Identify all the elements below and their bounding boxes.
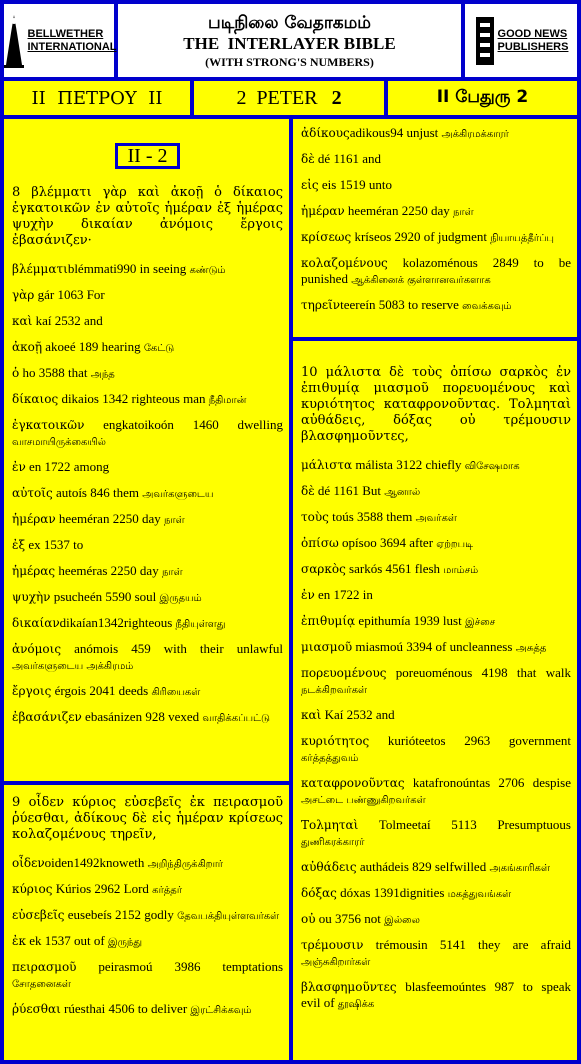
- greek-word: κρίσεως: [301, 230, 352, 244]
- tamil-gloss: அசட்டை பண்ணுகிறவர்கள்: [301, 795, 426, 806]
- word-entry: [301, 979, 571, 1013]
- transliteration-gloss: Tolmeetaí 5113 Presumptuous: [358, 817, 571, 832]
- greek-word: ἀνόμοις: [12, 642, 62, 656]
- tamil-gloss: இருதயம்: [159, 593, 202, 604]
- greek-word: ἐκ: [12, 934, 26, 948]
- verse9-entries: [12, 855, 283, 1019]
- greek-word: ἡμέρας: [12, 564, 56, 578]
- tamil-gloss: அஞ்சுகிறார்கள்: [301, 957, 371, 968]
- tamil-gloss: நியாயத்தீர்ப்பு: [490, 233, 554, 244]
- transliteration-gloss: kurióteetos 2963 government: [369, 733, 571, 748]
- page-title: THE INTERLAYER BIBLE: [183, 33, 396, 53]
- transliteration-gloss: opísoo 3694 after: [338, 535, 434, 550]
- greek-word: εὐσεβεῖς: [12, 908, 65, 922]
- tamil-gloss: துணிகரக்காரர்: [301, 837, 365, 848]
- word-entry: [301, 255, 571, 289]
- greek-word: ἡμέραν: [301, 204, 345, 218]
- greek-word: τρέμουσιν: [301, 938, 364, 952]
- tamil-gloss: அந்த: [90, 369, 115, 380]
- transliteration-gloss: poreuoménous 4198 that walk: [386, 665, 571, 680]
- word-entry: [12, 709, 283, 727]
- transliteration-gloss: dé 1161 and: [314, 151, 381, 166]
- transliteration-gloss: dé 1161 But: [314, 483, 381, 498]
- word-entry: [12, 907, 283, 925]
- verse8-text: 8 βλέμματι γὰρ καὶ ἀκοῇ ὁ δίκαιος ἐγκατοικῶν ἐν αὐτοῖς ἡμέραν ἐξ ἡμέρας ψυχὴν δικαίαν ἀνόμοις ἔργοις ἐβασάνιζεν·: [12, 185, 283, 248]
- transliteration-gloss: epithumía 1939 lust: [355, 613, 462, 628]
- transliteration-gloss: toús 3588 them: [328, 509, 413, 524]
- transliteration-gloss: kolazoménous 2849 to be punished: [301, 255, 571, 286]
- transliteration-gloss: psucheén 5590 soul: [50, 589, 157, 604]
- tamil-gloss: இருந்து: [107, 937, 143, 948]
- word-entry: [12, 417, 283, 451]
- transliteration-gloss: eis 1519 unto: [318, 177, 392, 192]
- greek-word: ἐπιθυμίᾳ: [301, 614, 356, 628]
- greek-word: ὁ: [12, 366, 20, 380]
- greek-word: μιασμοῦ: [301, 640, 353, 654]
- tamil-gloss: அறிந்திருக்கிறார்: [147, 859, 224, 870]
- greek-word: κολαζομένους: [301, 256, 388, 270]
- tamil-gloss: கேட்டு: [143, 343, 175, 354]
- greek-word: καταφρονοῦντας: [301, 776, 405, 790]
- transliteration-gloss: miasmoú 3394 of uncleanness: [352, 639, 513, 654]
- transliteration-gloss: en 1722 among: [25, 459, 110, 474]
- greek-word: δίκαιος: [12, 392, 59, 406]
- book-tamil-label: II பேதுரு 2: [436, 87, 529, 107]
- word-entry: [12, 855, 283, 873]
- transliteration-gloss: gár 1063 For: [34, 287, 105, 302]
- transliteration-gloss: heeméras 2250 day: [55, 563, 159, 578]
- transliteration-gloss: heeméran 2250 day: [55, 511, 161, 526]
- tamil-gloss: அவர்கள்: [415, 513, 457, 524]
- greek-word: πορευομένους: [301, 666, 387, 680]
- tamil-gloss: மாம்சம்: [443, 565, 479, 576]
- greek-word: αὐθάδεις: [301, 860, 357, 874]
- word-entry: [12, 261, 283, 279]
- verse9-panel: [4, 785, 289, 1060]
- transliteration-gloss: Kaí 2532 and: [321, 707, 395, 722]
- word-entry: [12, 563, 283, 581]
- bellwether-logo-line1: BELLWETHER: [27, 27, 104, 40]
- tamil-gloss: நாள்: [452, 207, 474, 218]
- greek-word: πειρασμοῦ: [12, 960, 77, 974]
- word-entry: [301, 639, 571, 657]
- tamil-gloss: அவர்களுடைய அக்கிரமம்: [12, 661, 134, 672]
- good-news-logo-icon: [474, 13, 496, 69]
- greek-word: Τολμηταὶ: [301, 818, 359, 832]
- greek-word: μάλιστα: [301, 458, 353, 472]
- greek-word: βλασφημοῦντες: [301, 980, 397, 994]
- word-entry: [301, 457, 571, 475]
- tamil-gloss: நீதியுள்ளது: [175, 619, 226, 630]
- transliteration-gloss: blémmati990 in seeing: [67, 261, 187, 276]
- greek-word: ἐγκατοικῶν: [12, 418, 85, 432]
- greek-word: τοὺς: [301, 510, 329, 524]
- greek-word: δὲ: [301, 484, 315, 498]
- tamil-gloss: நடக்கிறவர்கள்: [301, 685, 367, 696]
- word-entry: [301, 707, 571, 725]
- word-entry: [301, 885, 571, 903]
- transliteration-gloss: eusebeís 2152 godly: [64, 907, 174, 922]
- tamil-gloss: இரட்சிக்கவும்: [190, 1005, 252, 1016]
- greek-word: κύριος: [12, 882, 53, 896]
- tamil-gloss: அகங்காரிகள்: [489, 863, 550, 874]
- tamil-gloss: இல்லை: [384, 915, 420, 926]
- transliteration-gloss: ho 3588 that: [19, 365, 88, 380]
- transliteration-gloss: en 1722 in: [314, 587, 373, 602]
- word-entry: [301, 817, 571, 851]
- tamil-gloss: வாதிக்கப்பட்டு: [202, 713, 270, 724]
- word-entry: [301, 561, 571, 579]
- transliteration-gloss: oiden1492knoweth: [44, 855, 145, 870]
- transliteration-gloss: anómois 459 with their unlawful: [61, 641, 283, 656]
- word-entry: [301, 229, 571, 247]
- word-entry: [301, 665, 571, 699]
- verse10-entries: [301, 457, 571, 1013]
- book-greek-label: ΙΙ ΠΕΤΡΟΥ ΙΙ: [31, 87, 163, 109]
- tamil-gloss: வாசமாயிருக்கையில்: [12, 437, 106, 448]
- tamil-gloss: கர்த்தர்: [152, 885, 183, 896]
- word-entry: [12, 683, 283, 701]
- word-entry: [12, 1001, 283, 1019]
- greek-word: κυριότητος: [301, 734, 370, 748]
- transliteration-gloss: érgois 2041 deeds: [51, 683, 149, 698]
- greek-word: καὶ: [301, 708, 322, 722]
- book-english-number: 2: [331, 86, 342, 109]
- word-entry: [301, 535, 571, 553]
- word-entry: [301, 297, 571, 315]
- tamil-gloss: இச்சை: [464, 617, 496, 628]
- tamil-gloss: கர்த்தத்துவம்: [301, 753, 359, 764]
- transliteration-gloss: akoeé 189 hearing: [42, 339, 141, 354]
- tamil-gloss: நாள்: [163, 515, 185, 526]
- greek-word: ὀπίσω: [301, 536, 339, 550]
- word-entry: [301, 483, 571, 501]
- book-english-label: 2 PETER: [236, 86, 318, 109]
- transliteration-gloss: dóxas 1391dignities: [336, 885, 445, 900]
- greek-word: οἶδεν: [12, 856, 45, 870]
- good-news-logo-line2: PUBLISHERS: [497, 40, 569, 53]
- word-entry: [301, 587, 571, 605]
- tamil-gloss: அக்கிரமக்காரர்: [441, 129, 509, 140]
- word-entry: [301, 613, 571, 631]
- transliteration-gloss: kríseos 2920 of judgment: [351, 229, 487, 244]
- greek-word: γὰρ: [12, 288, 35, 302]
- bellwether-logo-icon: [2, 13, 26, 69]
- word-entry: [301, 775, 571, 809]
- greek-word: δὲ: [301, 152, 315, 166]
- good-news-logo-line1: GOOD NEWS: [497, 27, 568, 40]
- transliteration-gloss: authádeis 829 selfwilled: [356, 859, 487, 874]
- tamil-gloss: அசுத்த: [515, 643, 547, 654]
- book-english: [194, 81, 384, 115]
- word-entry: [301, 125, 571, 143]
- tamil-gloss: வைக்கவும்: [462, 301, 512, 312]
- transliteration-gloss: katafronoúntas 2706 despise: [404, 775, 571, 790]
- title-block: [118, 4, 461, 77]
- book-greek: [4, 81, 190, 115]
- good-news-logo: [465, 4, 577, 77]
- bellwether-logo-line2: INTERNATIONAL: [27, 40, 117, 53]
- greek-word: τηρεῖν: [301, 298, 341, 312]
- transliteration-gloss: engkatoikoón 1460 dwelling: [84, 417, 283, 432]
- transliteration-gloss: heeméran 2250 day: [344, 203, 450, 218]
- verse10-text: 10 μάλιστα δὲ τοὺς ὀπίσω σαρκὸς ἐν ἐπιθυμίᾳ μιασμοῦ πορευομένους καὶ κυριότητος καταφρονοῦντας. Τολμηταὶ αὐθάδεις, δόξας οὐ τρέμουσιν βλασφημοῦντες,: [301, 365, 571, 444]
- greek-word: ἐξ: [12, 538, 26, 552]
- verse9-cont-panel: [293, 119, 577, 337]
- word-entry: [12, 933, 283, 951]
- transliteration-gloss: dikaios 1342 righteous man: [58, 391, 206, 406]
- greek-word: οὐ: [301, 912, 316, 926]
- transliteration-gloss: ebasánizen 928 vexed: [81, 709, 200, 724]
- greek-word: καὶ: [12, 314, 33, 328]
- page-subtitle: (WITH STRONG'S NUMBERS): [205, 54, 374, 69]
- word-entry: [301, 151, 571, 169]
- bellwether-logo: [4, 4, 117, 77]
- tamil-gloss: நாள்: [161, 567, 183, 578]
- word-entry: [301, 177, 571, 195]
- word-entry: [12, 959, 283, 993]
- tamil-gloss: ஏற்றபடி: [436, 539, 474, 550]
- word-entry: [301, 203, 571, 221]
- word-entry: [12, 365, 283, 383]
- word-entry: [301, 859, 571, 877]
- word-entry: [301, 911, 571, 929]
- tamil-gloss: ஆக்கினைக் குள்ளானவர்களாக: [351, 275, 491, 286]
- verse8-panel: [4, 119, 289, 781]
- transliteration-gloss: ek 1537 out of: [25, 933, 105, 948]
- transliteration-gloss: ex 1537 to: [25, 537, 84, 552]
- word-entry: [301, 733, 571, 767]
- tamil-gloss: கண்டும்: [189, 265, 226, 276]
- greek-word: ἐν: [12, 460, 26, 474]
- word-entry: [301, 937, 571, 971]
- tamil-gloss: நீதிமான்: [208, 395, 247, 406]
- transliteration-gloss: Kúrios 2962 Lord: [52, 881, 149, 896]
- greek-word: ἀκοῇ: [12, 340, 43, 354]
- tamil-title: படிநிலை வேதாகமம்: [208, 12, 371, 33]
- tamil-gloss: விசேஷமாக: [464, 461, 520, 472]
- verse10-panel: [293, 341, 577, 1060]
- transliteration-gloss: autoís 846 them: [52, 485, 139, 500]
- transliteration-gloss: kaí 2532 and: [32, 313, 103, 328]
- tamil-gloss: கிரியைகள்: [151, 687, 201, 698]
- word-entry: [301, 509, 571, 527]
- tamil-gloss: மகத்துவங்கள்: [447, 889, 512, 900]
- chapter-label: II - 2: [115, 143, 181, 169]
- word-entry: [12, 313, 283, 331]
- word-entry: [12, 641, 283, 675]
- book-tamil: [388, 81, 577, 115]
- word-entry: [12, 485, 283, 503]
- tamil-gloss: சோதனைகள்: [12, 979, 71, 990]
- greek-word: αὐτοῖς: [12, 486, 53, 500]
- word-entry: [12, 615, 283, 633]
- tamil-gloss: ஆனால்: [384, 487, 421, 498]
- transliteration-gloss: blasfeemoúntes 987 to speak evil of: [301, 979, 571, 1010]
- greek-word: ῥύεσθαι: [12, 1002, 61, 1016]
- tamil-gloss: தேவபக்தியுள்ளவர்கள்: [177, 911, 280, 922]
- greek-word: δικαίαν: [12, 616, 60, 630]
- transliteration-gloss: málista 3122 chiefly: [352, 457, 462, 472]
- verse9-cont-entries: [301, 125, 571, 315]
- transliteration-gloss: rúesthai 4506 to deliver: [60, 1001, 188, 1016]
- transliteration-gloss: peirasmoú 3986 temptations: [76, 959, 283, 974]
- greek-word: ἡμέραν: [12, 512, 56, 526]
- word-entry: [12, 537, 283, 555]
- greek-word: ἐν: [301, 588, 315, 602]
- transliteration-gloss: adikous94 unjust: [349, 125, 439, 140]
- tamil-gloss: அவர்களுடைய: [142, 489, 214, 500]
- word-entry: [12, 339, 283, 357]
- word-entry: [12, 287, 283, 305]
- word-entry: [12, 511, 283, 529]
- word-entry: [12, 459, 283, 477]
- word-entry: [12, 391, 283, 409]
- greek-word: ἀδίκους: [301, 126, 350, 140]
- greek-word: ψυχὴν: [12, 590, 51, 604]
- greek-word: βλέμματι: [12, 262, 68, 276]
- greek-word: δόξας: [301, 886, 337, 900]
- transliteration-gloss: sarkós 4561 flesh: [345, 561, 441, 576]
- transliteration-gloss: ou 3756 not: [315, 911, 381, 926]
- greek-word: ἔργοις: [12, 684, 52, 698]
- greek-word: σαρκὸς: [301, 562, 346, 576]
- transliteration-gloss: teereín 5083 to reserve: [340, 297, 459, 312]
- word-entry: [12, 589, 283, 607]
- verse8-entries: [12, 261, 283, 727]
- transliteration-gloss: trémousin 5141 they are afraid: [363, 937, 571, 952]
- transliteration-gloss: dikaían1342righteous: [59, 615, 173, 630]
- verse9-text: 9 οἶδεν κύριος εὐσεβεῖς ἐκ πειρασμοῦ ῥύεσθαι, ἀδίκους δὲ εἰς ἡμέραν κρίσεως κολαζομένους τηρεῖν,: [12, 795, 283, 842]
- word-entry: [12, 881, 283, 899]
- tamil-gloss: தூஷிக்க: [337, 999, 375, 1010]
- greek-word: εἰς: [301, 178, 319, 192]
- greek-word: ἐβασάνιζεν: [12, 710, 82, 724]
